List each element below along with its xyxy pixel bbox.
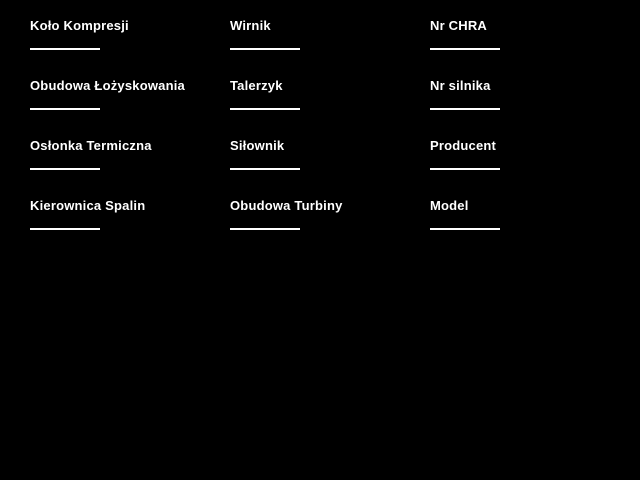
field-value-line[interactable]	[430, 228, 500, 230]
field-oslonka-termiczna	[30, 139, 225, 170]
field-label: Nr CHRA	[430, 18, 488, 33]
field-talerzyk	[230, 79, 425, 110]
field-value-line[interactable]	[230, 48, 300, 50]
field-kolo-kompresji	[30, 19, 225, 50]
field-value-line[interactable]	[430, 168, 500, 170]
field-value-line[interactable]	[430, 108, 500, 110]
field-value-line[interactable]	[430, 48, 500, 50]
field-silownik	[230, 139, 425, 170]
field-wirnik	[230, 19, 425, 50]
field-label: Obudowa Łożyskowania	[30, 78, 185, 93]
field-kierownica-spalin	[30, 199, 225, 230]
field-label: Osłonka Termiczna	[30, 138, 152, 153]
field-label: Koło Kompresji	[30, 18, 129, 33]
field-value-line[interactable]	[30, 108, 100, 110]
field-value-line[interactable]	[30, 168, 100, 170]
field-label: Talerzyk	[230, 78, 283, 93]
field-label: Wirnik	[230, 18, 271, 33]
field-label: Producent	[430, 138, 497, 153]
field-label: Kierownica Spalin	[30, 198, 146, 213]
field-obudowa-turbiny	[230, 199, 425, 230]
field-label: Obudowa Turbiny	[230, 198, 343, 213]
field-value-line[interactable]	[230, 228, 300, 230]
field-model	[430, 199, 625, 230]
field-nr-chra	[430, 19, 625, 50]
field-value-line[interactable]	[30, 228, 100, 230]
field-label: Siłownik	[230, 138, 285, 153]
field-obudowa-lozyskowania	[30, 79, 225, 110]
field-value-line[interactable]	[230, 108, 300, 110]
field-value-line[interactable]	[30, 48, 100, 50]
field-label: Model	[430, 198, 469, 213]
field-value-line[interactable]	[230, 168, 300, 170]
field-producent	[430, 139, 625, 170]
field-nr-silnika	[430, 79, 625, 110]
field-label: Nr silnika	[430, 78, 491, 93]
